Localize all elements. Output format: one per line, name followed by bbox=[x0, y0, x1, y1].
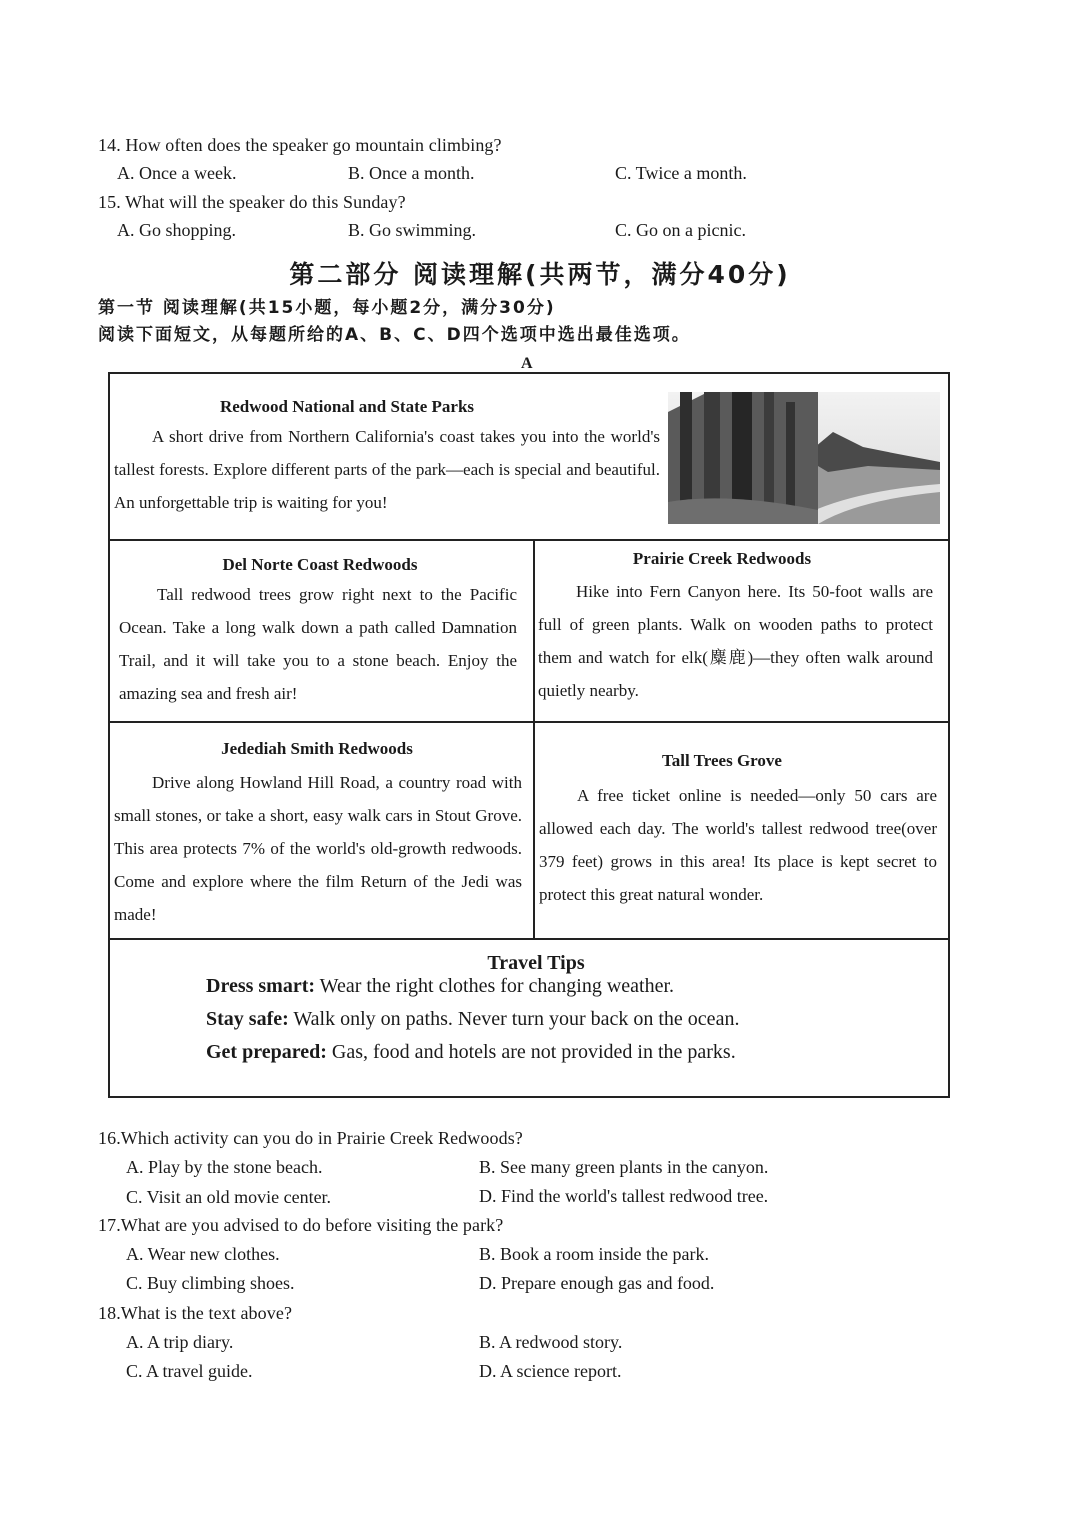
question-14-stem: 14. How often does the speaker go mountain climbing? bbox=[98, 135, 502, 155]
cell-title-tall-trees-grove: Tall Trees Grove bbox=[662, 751, 782, 770]
cell-text-prairie-creek: Hike into Fern Canyon here. Its 50-foot walls are full of green plants. Walk on wooden paths to protect them and watch for elk(麋鹿)—they often walk around quietly nearby. bbox=[538, 582, 933, 700]
question-16-stem: 16.Which activity can you do in Prairie Creek Redwoods? bbox=[98, 1128, 523, 1148]
divider bbox=[110, 539, 948, 541]
cell-text-jedediah-smith: Drive along Howland Hill Road, a country road with small stones, or take a short, easy walk cars in Stout Grove. This area protects 7% of the world's old-growth redwoods. Come and explore where the film Return of the Jedi was made! bbox=[114, 773, 522, 924]
intro-text: A short drive from Northern California's coast takes you into the world's tallest forests. Explore different parts of the park—each is special and beautiful. An unforgettable trip is waiting for you! bbox=[114, 427, 660, 512]
divider bbox=[533, 539, 535, 938]
question-17-option-a: A. Wear new clothes. bbox=[126, 1244, 280, 1264]
section-heading: 第一节 阅读理解(共15小题，每小题2分，满分30分) bbox=[98, 298, 556, 318]
redwood-forest-photo bbox=[668, 392, 940, 524]
intro-title: Redwood National and State Parks bbox=[219, 397, 475, 416]
cell-title-prairie-creek: Prairie Creek Redwoods bbox=[632, 549, 812, 568]
instruction: 阅读下面短文，从每题所给的A、B、C、D四个选项中选出最佳选项。 bbox=[98, 325, 691, 345]
part-heading: 第二部分 阅读理解(共两节，满分40分) bbox=[289, 260, 791, 289]
divider bbox=[110, 938, 948, 940]
question-18-option-c: C. A travel guide. bbox=[126, 1361, 253, 1381]
tips-title: Travel Tips bbox=[487, 952, 585, 974]
question-16-option-c: C. Visit an old movie center. bbox=[126, 1187, 332, 1207]
passage-label: A bbox=[521, 355, 533, 372]
tip-stay-safe: Stay safe: Walk only on paths. Never turn your back on the ocean. bbox=[206, 1008, 740, 1030]
question-18-option-b: B. A redwood story. bbox=[479, 1332, 623, 1352]
question-15-option-c: C. Go on a picnic. bbox=[615, 220, 746, 240]
cell-title-del-norte: Del Norte Coast Redwoods bbox=[222, 555, 418, 574]
cell-title-jedediah-smith: Jedediah Smith Redwoods bbox=[221, 739, 413, 758]
tip-dress-smart: Dress smart: Wear the right clothes for changing weather. bbox=[206, 975, 675, 997]
question-16-option-d: D. Find the world's tallest redwood tree. bbox=[479, 1186, 769, 1206]
question-17-stem: 17.What are you advised to do before visiting the park? bbox=[98, 1215, 504, 1235]
question-18-option-d: D. A science report. bbox=[479, 1361, 622, 1381]
cell-text-tall-trees-grove: A free ticket online is needed—only 50 cars are allowed each day. The world's tallest redwood tree(over 379 feet) grows in this area! Its place is kept secret to protect this great natural wonder. bbox=[539, 786, 937, 904]
cell-text-del-norte: Tall redwood trees grow right next to the Pacific Ocean. Take a long walk down a path called Damnation Trail, and it will take you to a stone beach. Enjoy the amazing sea and fresh air! bbox=[119, 585, 517, 703]
question-14-option-a: A. Once a week. bbox=[117, 163, 237, 183]
question-17-option-b: B. Book a room inside the park. bbox=[479, 1244, 709, 1264]
divider bbox=[110, 721, 948, 723]
question-14-option-c: C. Twice a month. bbox=[615, 163, 747, 183]
question-16-option-b: B. See many green plants in the canyon. bbox=[479, 1157, 769, 1177]
question-15-option-a: A. Go shopping. bbox=[117, 220, 237, 240]
question-14-option-b: B. Once a month. bbox=[348, 163, 475, 183]
question-16-option-a: A. Play by the stone beach. bbox=[126, 1157, 323, 1177]
question-17-option-d: D. Prepare enough gas and food. bbox=[479, 1273, 715, 1293]
question-18-stem: 18.What is the text above? bbox=[98, 1303, 293, 1323]
question-15-option-b: B. Go swimming. bbox=[348, 220, 477, 240]
question-17-option-c: C. Buy climbing shoes. bbox=[126, 1273, 295, 1293]
question-18-option-a: A. A trip diary. bbox=[126, 1332, 234, 1352]
tip-get-prepared: Get prepared: Gas, food and hotels are not provided in the parks. bbox=[206, 1041, 736, 1063]
question-15-stem: 15. What will the speaker do this Sunday? bbox=[98, 192, 406, 212]
